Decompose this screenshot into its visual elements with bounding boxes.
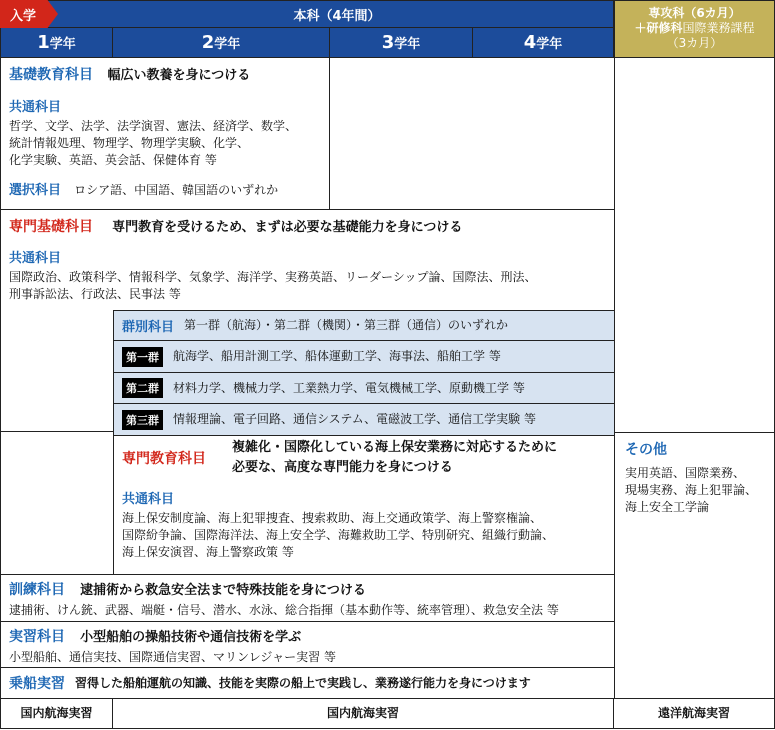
specialized-desc-2: 必要な、高度な専門能力を身につける — [232, 460, 453, 475]
basic-common-label: 共通科目 — [9, 100, 62, 115]
specialized-basic-common-list: 国際政治、政策科学、情報科学、気象学、海洋学、実務英語、リーダーシップ論、国際法、刑法、 刑事訴訟法、行政法、民事法 等 — [9, 270, 537, 301]
group-row-2 — [114, 373, 614, 404]
group-row-1 — [114, 341, 614, 373]
advanced-course-header — [614, 0, 775, 58]
onboard-title: 乗船実習 — [9, 676, 65, 692]
group-badge-2: 第二群 — [122, 378, 163, 398]
training-section — [0, 574, 614, 622]
advanced-line-2: ＋研修科国際業務課程 — [634, 21, 755, 35]
basic-education-section — [0, 58, 330, 210]
practice-section — [0, 622, 614, 668]
specialized-common-label: 共通科目 — [122, 492, 175, 507]
basic-elective-text: ロシア語、中国語、韓国語のいずれか — [74, 183, 279, 197]
basic-common-list: 哲学、文学、法学、法学演習、憲法、経済学、数学、 統計情報処理、物理学、物理学実験、化学、 化学実験、英語、英会話、保健体育 等 — [9, 119, 298, 167]
basic-elective-label: 選択科目 — [9, 183, 62, 198]
year-3: 3 学年 — [330, 28, 473, 58]
group-badge-3: 第三群 — [122, 410, 163, 430]
training-desc: 逮捕術から救急安全法まで特殊技能を身につける — [80, 583, 366, 598]
group-text-2: 材料力学、機械力学、工業熱力学、電気機械工学、原動機工学 等 — [173, 380, 525, 395]
other-section — [614, 432, 775, 574]
practice-desc: 小型船舶の操船技術や通信技術を学ぶ — [80, 630, 302, 645]
group-text-1: 航海学、船用計測工学、船体運動工学、海事法、船舶工学 等 — [173, 349, 501, 363]
advanced-line-3: （3カ月） — [666, 36, 723, 50]
basic-empty-cell — [330, 58, 614, 210]
specialized-title: 専門教育科目 — [122, 451, 206, 467]
onboard-desc: 習得した船舶運航の知識、技能を実際の船上で実践し、業務遂行能力を身につけます — [75, 675, 531, 690]
main-course-title: 本科（4年間） — [293, 8, 381, 24]
year-1: 1 学年 — [0, 28, 113, 58]
specialized-desc-1: 複雑化・国際化している海上保安業務に対応するために — [232, 440, 558, 455]
footer-ocean: 遠洋航海実習 — [614, 698, 775, 729]
footer-domestic-2: 国内航海実習 — [113, 698, 614, 729]
group-badge-1: 第一群 — [122, 347, 163, 367]
basic-desc: 幅広い教養を身につける — [107, 68, 251, 83]
practice-title: 実習科目 — [9, 629, 65, 645]
specialized-education-section — [113, 432, 614, 574]
specialized-basic-desc: 専門教育を受けるため、まずは必要な基礎能力を身につける — [112, 220, 463, 235]
group-subjects-box — [113, 310, 614, 432]
group-subjects-title: 群別科目 — [122, 320, 175, 335]
advanced-line-1: 専攻科（6カ月） — [648, 6, 741, 20]
specialized-basic-title: 専門基礎科目 — [9, 219, 93, 235]
group-text-3: 情報理論、電子回路、通信システム、電磁波工学、通信工学実験 等 — [173, 412, 536, 426]
training-title: 訓練科目 — [9, 582, 65, 598]
advanced-column — [614, 58, 775, 698]
specialized-common-list: 海上保安制度論、海上犯罪捜査、捜索救助、海上交通政策学、海上警察権論、 国際紛争論、国際海洋法、海上安全学、海難救助工学、特別研究、組織行動論、 海上保安演習、海上警察政策 等 — [122, 511, 555, 559]
other-list: 実用英語、国際業務、 現場実務、海上犯罪論、 海上安全工学論 — [625, 466, 758, 514]
year-4: 4 学年 — [473, 28, 614, 58]
group-subjects-header — [114, 311, 614, 341]
specialized-basic-section — [0, 210, 614, 310]
footer-domestic-1: 国内航海実習 — [0, 698, 113, 729]
group-subjects-desc: 第一群（航海）・第二群（機関）・第三群（通信）のいずれか — [184, 318, 509, 332]
other-title: その他 — [625, 442, 667, 458]
onboard-section — [0, 668, 614, 698]
specialized-basic-common-label: 共通科目 — [9, 251, 62, 266]
left-spacer — [0, 310, 113, 432]
enroll-label: 入学 — [9, 8, 36, 24]
basic-title: 基礎教育科目 — [9, 67, 93, 83]
year-2: 2 学年 — [113, 28, 330, 58]
training-text: 逮捕術、けん銃、武器、端艇・信号、潜水、水泳、総合指揮（基本動作等、統率管理）、救急安全法 等 — [9, 603, 559, 617]
specialized-left-spacer — [0, 432, 113, 574]
practice-text: 小型船舶、通信実技、国際通信実習、マリンレジャー実習 等 — [9, 650, 336, 664]
